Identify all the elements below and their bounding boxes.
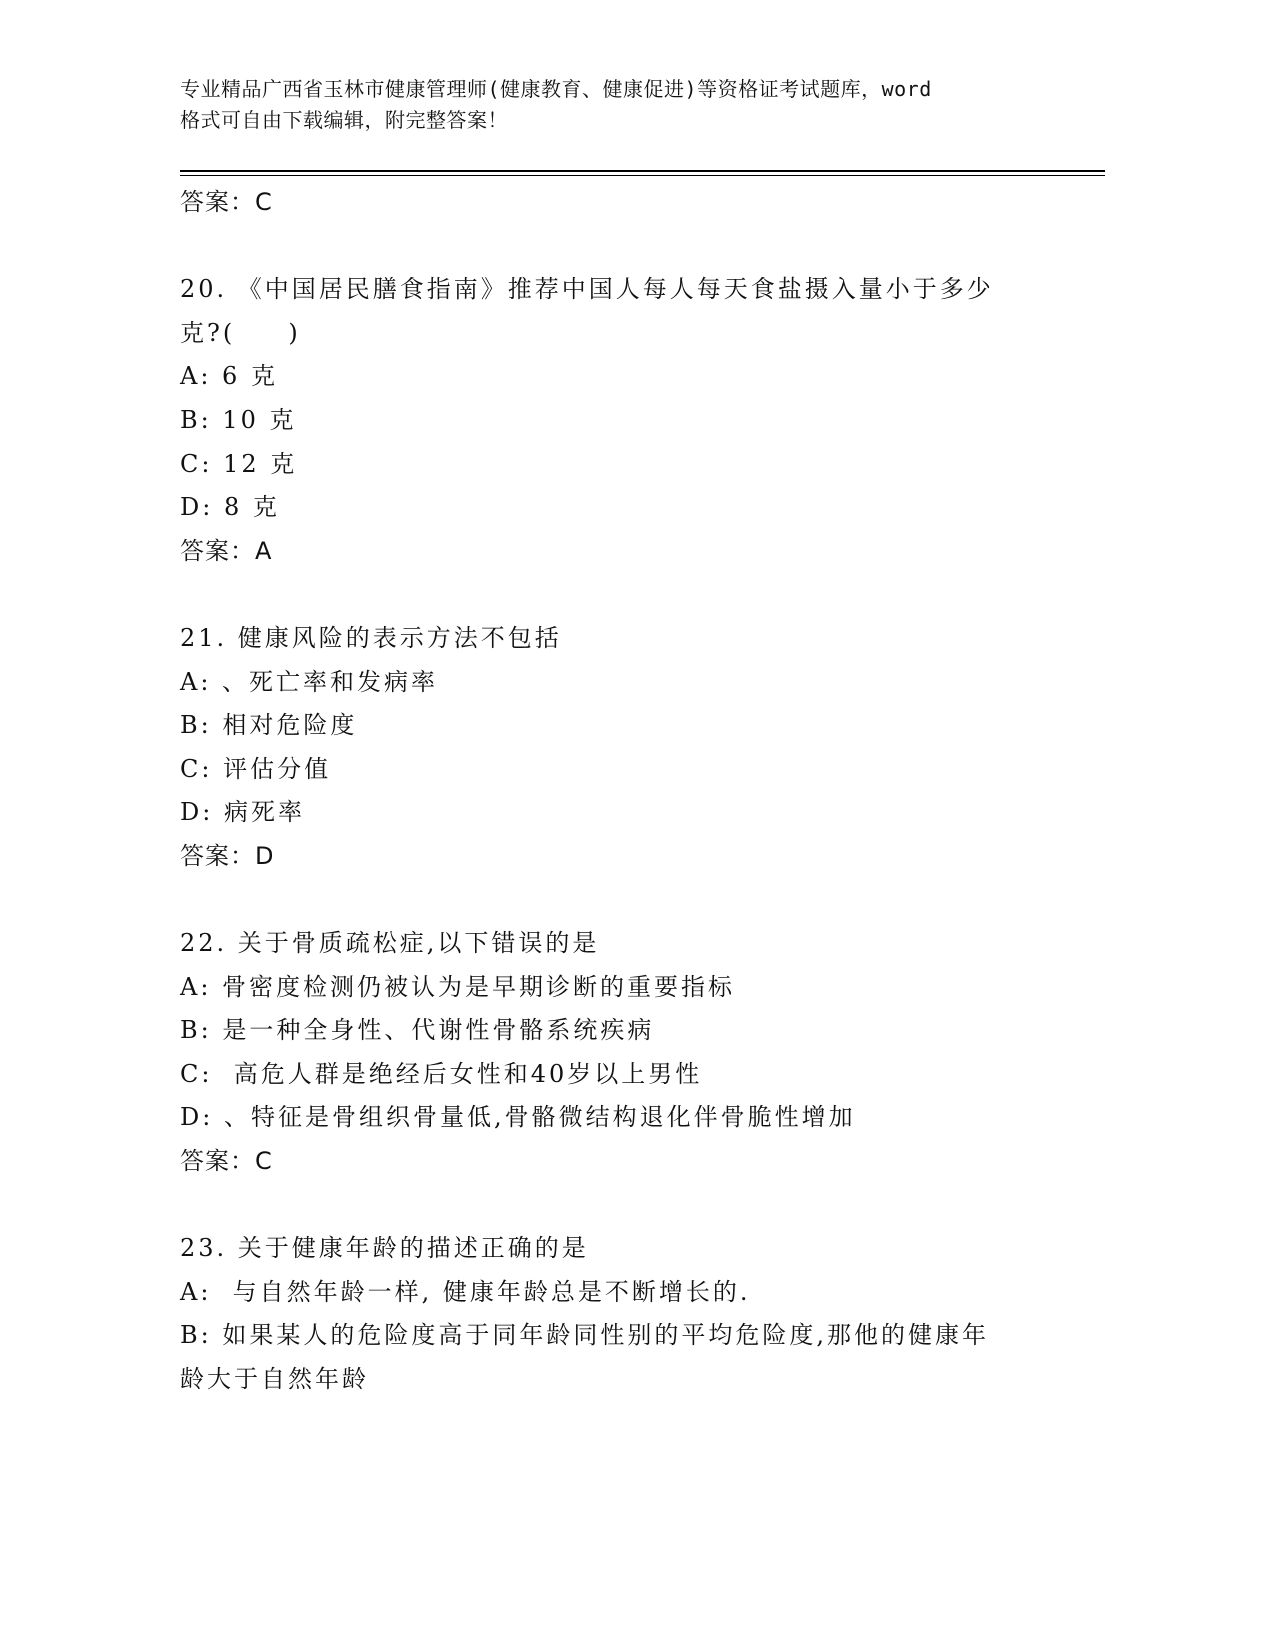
option-b: B: 是一种全身性、代谢性骨骼系统疾病 (180, 1016, 655, 1045)
question-23 (180, 1227, 1080, 1401)
option-a: A: 骨密度检测仍被认为是早期诊断的重要指标 (180, 972, 736, 1001)
question-text: 克?( ) (180, 318, 301, 347)
question-text: 23. 关于健康年龄的描述正确的是 (180, 1234, 589, 1263)
question-22 (180, 922, 1080, 1184)
answer-line: 答案：A (180, 536, 273, 565)
question-20 (180, 268, 1080, 573)
header-line-1: 专业精品广西省玉林市健康管理师(健康教育、健康促进)等资格证考试题库，word (180, 77, 932, 101)
answer-line: 答案：D (180, 841, 275, 870)
option-d: D: 病死率 (180, 798, 305, 827)
question-21 (180, 617, 1080, 879)
option-c: C: 评估分值 (180, 754, 332, 783)
header-divider-thin (180, 175, 1105, 176)
document-header (180, 74, 1060, 136)
option-b: B: 相对危险度 (180, 711, 358, 740)
option-a: A: 与自然年龄一样, 健康年龄总是不断增长的. (180, 1277, 751, 1306)
option-a: A: 6 克 (180, 362, 278, 391)
question-list (180, 181, 1080, 1402)
option-a: A: 、死亡率和发病率 (180, 667, 439, 696)
question-text: 21. 健康风险的表示方法不包括 (180, 623, 562, 652)
answer-line: 答案：C (180, 1147, 273, 1176)
header-line-2: 格式可自由下载编辑，附完整答案！ (180, 108, 508, 132)
header-divider (180, 170, 1105, 172)
option-b-continued: 龄大于自然年龄 (180, 1365, 369, 1394)
option-b: B: 10 克 (180, 405, 297, 434)
option-d: D: 8 克 (180, 493, 280, 522)
option-c: C: 高危人群是绝经后女性和40岁以上男性 (180, 1059, 703, 1088)
option-b: B: 如果某人的危险度高于同年龄同性别的平均危险度,那他的健康年 (180, 1321, 989, 1350)
option-d: D: 、特征是骨组织骨量低,骨骼微结构退化伴骨脆性增加 (180, 1103, 856, 1132)
question-text: 20. 《中国居民膳食指南》推荐中国人每人每天食盐摄入量小于多少 (180, 275, 994, 304)
question-text: 22. 关于骨质疏松症,以下错误的是 (180, 929, 600, 958)
option-c: C: 12 克 (180, 449, 298, 478)
answer-line: 答案：C (180, 188, 273, 216)
